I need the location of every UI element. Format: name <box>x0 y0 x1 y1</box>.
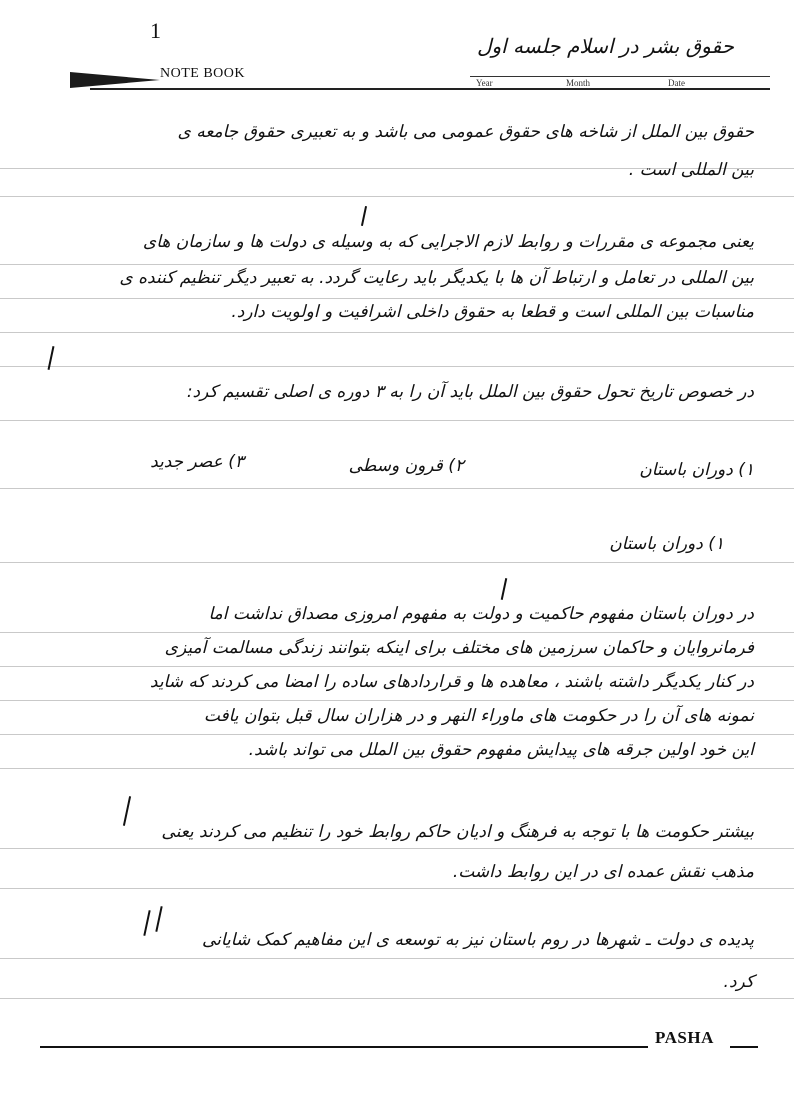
header-rule <box>90 88 770 90</box>
text-line: در کنار یکدیگر داشته باشند ، معاهده ها و قراردادهای ساده را امضا می کردند که شاید <box>149 672 754 692</box>
ruled-line <box>0 196 794 197</box>
notebook-label: NOTE BOOK <box>160 66 245 81</box>
ruled-line <box>0 562 794 563</box>
ruled-line <box>0 632 794 633</box>
ruled-line <box>0 888 794 889</box>
list-item: ۲) قرون وسطی <box>348 456 464 476</box>
ruled-line <box>0 298 794 299</box>
notebook-header-wedge <box>70 72 160 88</box>
notebook-brand: PASHA <box>655 1028 714 1047</box>
ruled-line <box>0 848 794 849</box>
handwritten-tick-mark <box>155 906 162 932</box>
handwritten-tick-mark <box>123 796 131 826</box>
footer-rule <box>730 1046 758 1048</box>
text-line: حقوق بین الملل از شاخه های حقوق عمومی می باشد و به تعبیری حقوق جامعه ی <box>177 122 754 142</box>
ruled-line <box>0 264 794 265</box>
text-line: مذهب نقش عمده ای در این روابط داشت. <box>452 862 754 882</box>
text-line: فرمانروایان و حاکمان سرزمین های مختلف برای اینکه بتوانند زندگی مسالمت آمیزی <box>164 638 754 658</box>
text-line: بین المللی است . <box>628 160 754 180</box>
ruled-line <box>0 958 794 959</box>
ruled-line <box>0 734 794 735</box>
text-line: این خود اولین جرقه های پیدایش مفهوم حقوق بین الملل می تواند باشد. <box>248 740 754 760</box>
date-field-date: Date <box>668 78 685 88</box>
ruled-line <box>0 420 794 421</box>
date-field-year: Year <box>476 78 493 88</box>
text-line: نمونه های آن را در حکومت های ماوراء النهر و در هزاران سال قبل بتوان یافت <box>203 706 754 726</box>
handwritten-tick-mark <box>501 578 508 600</box>
text-line: در خصوص تاریخ تحول حقوق بین الملل باید آن را به ۳ دوره ی اصلی تقسیم کرد: <box>186 382 754 402</box>
date-rule <box>470 76 770 77</box>
text-line: در دوران باستان مفهوم حاکمیت و دولت به مفهوم امروزی مصداق نداشت اما <box>208 604 754 624</box>
ruled-line <box>0 366 794 367</box>
handwritten-tick-mark <box>143 910 150 936</box>
text-line: یعنی مجموعه ی مقررات و روابط لازم الاجرایی که به وسیله ی دولت ها و سازمان های <box>142 232 754 252</box>
text-line: بین المللی در تعامل و ارتباط آن ها با یکدیگر باید رعایت گردد. به تعبیر دیگر تنظیم کننده ی <box>119 268 754 288</box>
list-item: ۳) عصر جدید <box>150 452 244 472</box>
text-line: پدیده ی دولت ـ شهرها در روم باستان نیز به توسعه ی این مفاهیم کمک شایانی <box>201 930 754 950</box>
section-heading: ۱) دوران باستان <box>609 534 724 554</box>
footer-rule <box>40 1046 648 1048</box>
text-line: کرد. <box>723 972 754 992</box>
handwritten-tick-mark <box>361 206 367 226</box>
list-item: ۱) دوران باستان <box>639 460 754 480</box>
ruled-line <box>0 666 794 667</box>
page-number: 1 <box>150 18 161 43</box>
ruled-line <box>0 488 794 489</box>
ruled-line <box>0 700 794 701</box>
ruled-line <box>0 332 794 333</box>
date-field-month: Month <box>566 78 591 88</box>
ruled-line <box>0 998 794 999</box>
text-line: مناسبات بین المللی است و قطعا به حقوق داخلی اشرافیت و اولویت دارد. <box>231 302 754 322</box>
text-line: بیشتر حکومت ها با توجه به فرهنگ و ادیان حاکم روابط خود را تنظیم می کردند یعنی <box>161 822 754 842</box>
page-title: حقوق بشر در اسلام جلسه اول <box>476 34 734 58</box>
ruled-line <box>0 768 794 769</box>
